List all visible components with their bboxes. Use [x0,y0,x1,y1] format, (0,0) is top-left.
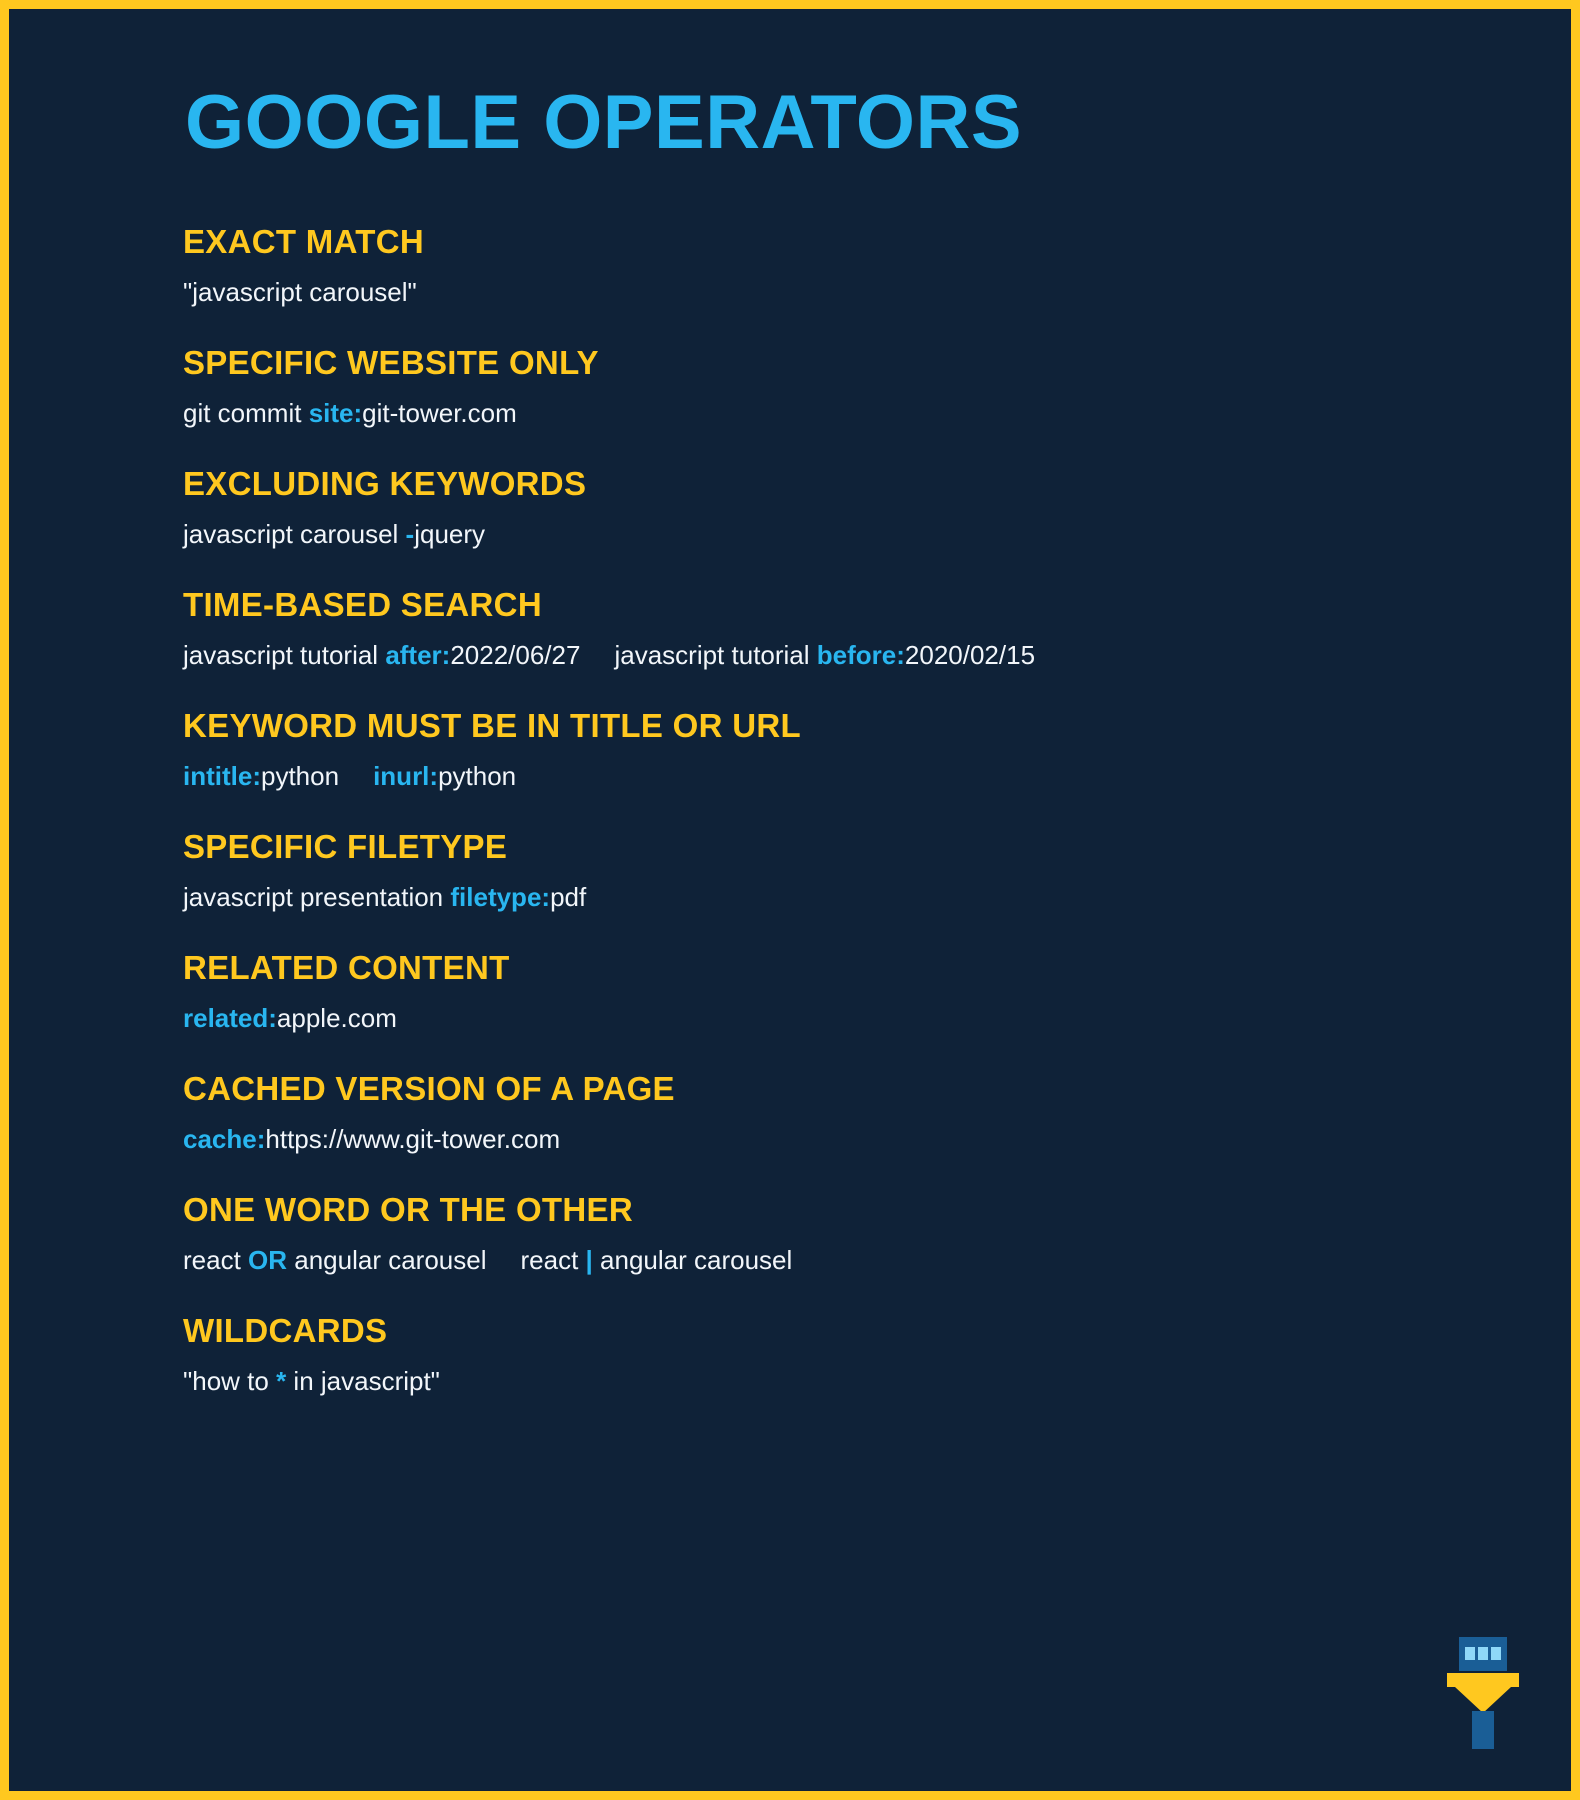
operator-example [183,880,1461,915]
operator-example [183,1122,1461,1157]
example-text: pdf [550,882,587,913]
operator-example [183,638,1461,673]
example-text: angular carousel [592,1245,793,1276]
operator-entry [179,707,1461,794]
example-text: 2020/02/15 [904,639,1036,670]
operator-heading: KEYWORD MUST BE IN TITLE OR URL [183,706,801,744]
example-text: react [520,1245,586,1276]
example-text: python [438,760,517,791]
example-text: in javascript" [286,1366,440,1397]
operator-example [183,1364,1461,1399]
operator-token: * [276,1366,287,1397]
example-text: "javascript carousel" [183,276,417,307]
operator-heading: ONE WORD OR THE OTHER [183,1191,633,1229]
operator-entry [179,1070,1461,1157]
operator-entry [179,949,1461,1036]
example-text: "how to [183,1366,277,1397]
operator-example [183,1001,1461,1036]
operator-entry [179,223,1461,310]
operator-token: filetype: [450,882,551,913]
example-text: apple.com [276,1003,397,1034]
operator-entry [179,828,1461,915]
example-text: jquery [414,518,486,549]
operator-entry [179,1191,1461,1278]
example-text: javascript tutorial [614,639,817,670]
example-text: https://www.git-tower.com [265,1124,561,1155]
operator-token: before: [816,639,905,670]
example-text: 2022/06/27 [450,639,581,670]
operator-token: - [405,518,415,549]
operator-example [183,1243,1461,1278]
example-text: git-tower.com [362,397,517,428]
operator-entry [179,344,1461,431]
example-text: javascript tutorial [183,639,386,670]
operator-example [183,396,1461,431]
page-title: GOOGLE OPERATORS [185,80,1023,165]
operator-heading: SPECIFIC FILETYPE [183,828,508,866]
operator-entry [179,586,1461,673]
git-tower-logo [1447,1637,1519,1749]
operator-token: related: [183,1003,277,1034]
logo-tower-icon [1459,1637,1507,1671]
operator-heading: CACHED VERSION OF A PAGE [183,1070,675,1108]
operator-token: intitle: [183,760,261,791]
operator-list [179,223,1461,1400]
example-text: git commit [183,397,309,428]
operator-token: site: [308,397,363,428]
logo-stem [1472,1711,1494,1749]
operator-heading: SPECIFIC WEBSITE ONLY [183,343,599,381]
logo-band [1447,1673,1519,1687]
operator-heading: EXCLUDING KEYWORDS [183,464,587,502]
operator-token: | [585,1245,593,1276]
example-text: javascript carousel [183,518,406,549]
example-text: python [261,760,340,791]
example-text: react [183,1245,249,1276]
operator-heading: EXACT MATCH [183,222,425,260]
operator-entry [179,1312,1461,1399]
operator-token: cache: [183,1124,266,1155]
operator-token: inurl: [373,760,439,791]
poster-content [9,9,1571,1791]
operator-entry [179,465,1461,552]
operator-heading: RELATED CONTENT [183,949,510,987]
operator-example [183,759,1461,794]
operator-token: after: [385,639,451,670]
example-text: angular carousel [287,1245,487,1276]
operator-heading: TIME-BASED SEARCH [183,585,542,623]
operator-token: OR [248,1245,288,1276]
operator-example [183,517,1461,552]
logo-funnel [1455,1687,1511,1713]
example-text: javascript presentation [183,882,451,913]
operator-example [183,275,1461,310]
operator-heading: WILDCARDS [183,1312,388,1350]
